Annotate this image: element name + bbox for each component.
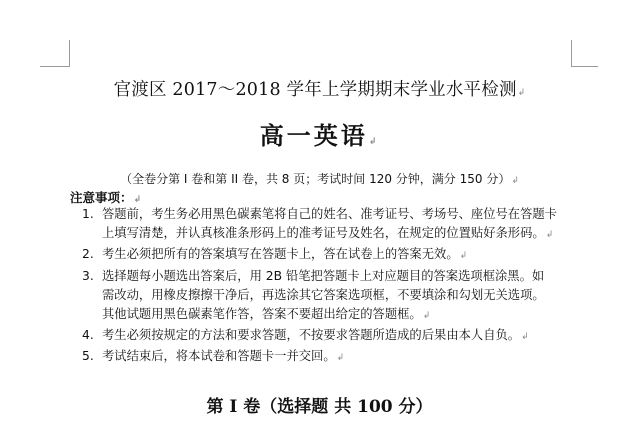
notice-item-line: [102, 305, 592, 326]
notice-item: [82, 267, 592, 327]
notice-item-line: [102, 205, 592, 224]
paragraph-mark-icon: ↲: [545, 230, 554, 241]
paragraph-mark-icon: ↲: [422, 311, 431, 322]
notice-item-number: 2.: [82, 247, 94, 262]
paragraph-mark-icon: ↲: [511, 176, 519, 186]
notice-item-text: 考生必须把所有的答案填写在答题卡上，答在试卷上的答案无效。: [102, 247, 459, 262]
notice-item-text: 答题前，考生务必用黑色碳素笔将自己的姓名、准考证号、考场号、座位号在答题卡: [102, 207, 557, 221]
notice-item-number: 1.: [82, 207, 94, 221]
notice-item-number: 5.: [82, 349, 94, 364]
notice-item-text: 其他试题用黑色碳素笔作答，答案不要超出给定的答题框。: [102, 307, 422, 322]
crop-mark-top-right: [571, 40, 598, 67]
section-title-text: 第 I 卷（选择题 共 100 分）: [206, 397, 433, 417]
exam-title: [0, 76, 639, 101]
notice-item-line: [102, 286, 592, 305]
notice-item-text: 需改动，用橡皮擦擦干净后，再选涂其它答案选项框，不要填涂和勾划无关选项。: [102, 287, 545, 302]
notice-item-line: [102, 326, 592, 347]
notice-item-line: [102, 347, 592, 368]
notice-item-number: 4.: [82, 328, 94, 343]
notice-item-line: [102, 245, 592, 266]
notice-item-text: 考试结束后，将本试卷和答题卡一并交回。: [102, 349, 336, 364]
crop-mark-top-left: [40, 40, 70, 67]
exam-info: [0, 170, 639, 187]
paragraph-mark-icon: ↲: [517, 88, 526, 98]
subject-title-text: 高一英语: [259, 122, 368, 150]
paragraph-mark-icon: ↲: [133, 195, 142, 205]
notice-heading-text: 注意事项：: [70, 190, 133, 205]
notice-item-text: 上填写清楚，并认真核准条形码上的准考证号及姓名，在规定的位置贴好条形码。: [102, 226, 545, 241]
notice-item-number: 3.: [82, 268, 94, 283]
notice-item: [82, 245, 592, 266]
exam-title-text: 官渡区 2017～2018 学年上学期期末学业水平检测: [113, 80, 517, 100]
subject-title: [0, 116, 639, 151]
notice-list: [82, 205, 592, 369]
notice-item: [82, 347, 592, 368]
paragraph-mark-icon: ↲: [459, 251, 468, 262]
notice-item-line: [102, 267, 592, 286]
paragraph-mark-icon: ↲: [368, 137, 380, 147]
notice-heading: [70, 188, 141, 206]
notice-item: [82, 205, 592, 245]
paragraph-mark-icon: ↲: [521, 332, 529, 343]
section-title: [0, 392, 639, 417]
notice-item-text: 选择题每小题选出答案后，用 2B 铅笔把答题卡上对应题目的答案选项框涂黑。如: [102, 268, 545, 283]
notice-item-line: [102, 224, 592, 245]
paragraph-mark-icon: ↲: [336, 353, 345, 364]
exam-info-text: （全卷分第 I 卷和第 II 卷，共 8 页；考试时间 120 分钟，满分 150 分）: [120, 172, 511, 186]
notice-item: [82, 326, 592, 347]
notice-item-text: 考生必须按规定的方法和要求答题，不按要求答题所造成的后果由本人自负。: [102, 328, 521, 343]
